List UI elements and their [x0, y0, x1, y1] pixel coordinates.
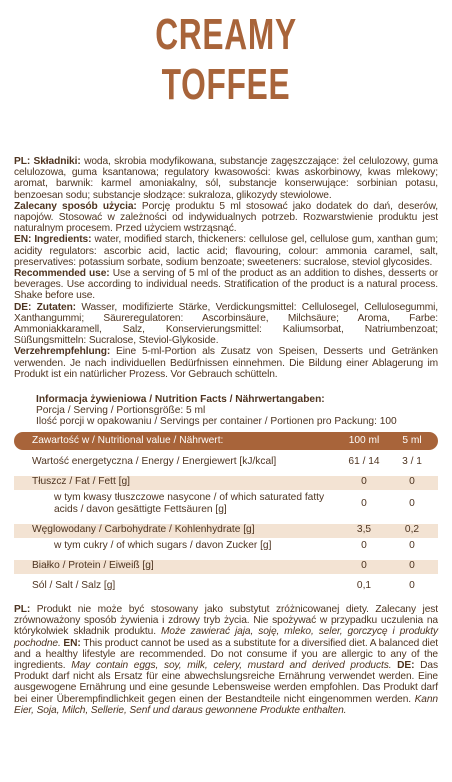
- footer-pl-allergen: Może zawierać jaja, soję, mleko, seler, gorczycę i produkty pochodne.: [14, 626, 439, 649]
- row-label: w tym kwasy tłuszczowe nasycone / of which saturated fatty acids / davon gesättigte Fettsäuren [g]: [54, 492, 325, 515]
- ingredients-block: [14, 156, 438, 380]
- header-col-5ml: 5 ml: [402, 435, 422, 446]
- pl-usage-text: Porcję produktu 5 ml stosować jako dodatek do dań, deserów, napojów. Stosować w zależności od indywidualnych potrzeb. Rozwarstwienie produktu jest naturalnym procesem. Przed użyciem wstrząsnąć.: [14, 200, 438, 235]
- product-title-line2: TOFFEE: [161, 60, 291, 109]
- footer-en-label: EN:: [60, 637, 81, 649]
- pl-ingredients-text: woda, skrobia modyfikowana, substancje zagęszczające: żel celulozowy, guma celulozowa, guma ksantanowa; regulatory kwasowości: kwas askorbinowy, kwas mlekowy; aromat, barwnik: karmel amoniakalny, sól, substancje konserwujące: sorbinian potasu, benzoesan sodu; substancje słodzące: sukraloza, glikozydy stewiolowe.: [14, 156, 438, 201]
- row-label: Białko / Protein / Eiweiß [g]: [32, 560, 154, 571]
- table-row-salt: [14, 580, 438, 594]
- row-value-5ml: 0: [409, 498, 415, 509]
- footer-notice-block: [14, 604, 438, 716]
- footer-de-text: Das Produkt darf nicht als Ersatz für eine abwechslungsreiche Ernährung verwendet werden. Eine ausgewogene Ernährung und eine gesunde Lebensweise werden empfohlen. Das Produkt darf bei einer Überempfindlichkeit gegen einen der Bestandteile nicht eingenommen werden.: [14, 660, 438, 705]
- product-title-line1: CREAMY: [155, 10, 297, 59]
- servings-per-container: Ilość porcji w opakowaniu / Servings per container / Portionen pro Packung: 100: [36, 416, 397, 427]
- footer-de-allergen: Kann Eier, Soja, Milch, Sellerie, Senf und daraus gewonnene Produkte enthalten.: [14, 693, 438, 716]
- de-usage-text: Eine 5-ml-Portion als Zusatz von Speisen, Desserts und Getränken verwenden. Je nach individuellen Bedürfnissen einnehmen. Die Bildung einer Ablagerung im Produkt ist ein natürlicher Prozess. Vor Gebrauch schütteln.: [14, 346, 438, 380]
- row-value-100ml: 61 / 14: [348, 456, 380, 467]
- en-ingredients-label: EN: Ingredients:: [14, 234, 92, 246]
- footer-pl-text: Produkt nie może być stosowany jako substytut zróżnicowanej diety. Zalecany jest zrównoważony sposób żywienia i zdrowy tryb życia. Nie spożywać w przypadku uczulenia na którykolwiek składnik produktu.: [14, 604, 438, 638]
- table-row-fat: [14, 476, 438, 490]
- nutrition-table: [14, 432, 438, 602]
- en-usage-text: Use a serving of 5 ml of the product as an addition to dishes, desserts or beverages. Use according to individual needs. Stratification of the product is a natural process. Shake before use.: [14, 268, 438, 302]
- row-value-5ml: 3 / 1: [402, 456, 422, 467]
- row-value-5ml: 0: [409, 476, 415, 487]
- table-row-energy: [14, 456, 438, 470]
- en-ingredients-text: water, modified starch, thickeners: cellulose gel, cellulose gum, xanthan gum; acidity regulators: ascorbic acid, lactic acid; flavouring, colour: ammonia caramel, salt, preservatives: potassium sorbate, sodium benzoate; sweeteners: sucralose, steviol glycosides.: [14, 234, 438, 268]
- table-row-saturated: [14, 492, 438, 518]
- table-header: [14, 432, 438, 450]
- row-value-100ml: 3,5: [356, 524, 372, 535]
- row-value-100ml: 0: [361, 476, 367, 487]
- row-label: Sól / Salt / Salz [g]: [32, 580, 116, 591]
- row-value-100ml: 0,1: [356, 580, 372, 591]
- row-value-100ml: 0: [361, 540, 367, 551]
- row-value-5ml: 0: [409, 580, 415, 591]
- table-row-sugars: [14, 540, 438, 554]
- footer-de-label: DE:: [391, 660, 415, 672]
- row-value-5ml: 0: [409, 560, 415, 571]
- row-value-100ml: 0: [361, 498, 367, 509]
- footer-en-allergen: May contain eggs, soy, milk, celery, mustard and derived products.: [65, 660, 392, 672]
- pl-ingredients-label: PL: Składniki:: [14, 156, 81, 167]
- de-usage-label: Verzehrempfehlung:: [14, 346, 111, 358]
- row-value-5ml: 0: [409, 540, 415, 551]
- nutrition-heading: Informacja żywieniowa / Nutrition Facts / Nährwertangaben:: [36, 394, 325, 405]
- row-value-5ml: 0,2: [404, 524, 420, 535]
- de-ingredients-text: Wasser, modifizierte Stärke, Verdickungsmittel: Cellulosegel, Cellulosegummi, Xanthangummi; Säureregulatoren: Ascorbinsäure, Milchsäure; Aroma, Farbe: Ammoniakkaramell, Salz, Konservierungsmittel: Kaliumsorbat, Natriumbenzoat; Süßungsmitteln: Sucralose, Steviol-Glykoside.: [14, 301, 438, 347]
- footer-pl-label: PL:: [14, 604, 31, 615]
- footer-en-text: This product cannot be used as a substitute for a diversified diet. A balanced diet and a healthy lifestyle are recommended. Do not consume if you are allergic to any of the ingredients.: [14, 637, 438, 672]
- pl-usage-label: Zalecany sposób użycia:: [14, 200, 137, 212]
- row-label: Węglowodany / Carbohydrate / Kohlenhydrate [g]: [32, 524, 255, 535]
- serving-size: Porcja / Serving / Portionsgröße: 5 ml: [36, 405, 206, 416]
- table-row-protein: [14, 560, 438, 574]
- row-label: Tłuszcz / Fat / Fett [g]: [32, 476, 130, 487]
- header-col-100ml: 100 ml: [348, 435, 380, 446]
- row-label: w tym cukry / of which sugars / davon Zucker [g]: [54, 540, 272, 551]
- header-label: Zawartość w / Nutritional value / Nährwert:: [32, 435, 224, 446]
- de-ingredients-label: DE: Zutaten:: [14, 301, 76, 313]
- row-value-100ml: 0: [361, 560, 367, 571]
- row-label: Wartość energetyczna / Energy / Energiewert [kJ/kcal]: [32, 456, 277, 467]
- table-row-carbohydrate: [14, 524, 438, 538]
- en-usage-label: Recommended use:: [14, 268, 110, 280]
